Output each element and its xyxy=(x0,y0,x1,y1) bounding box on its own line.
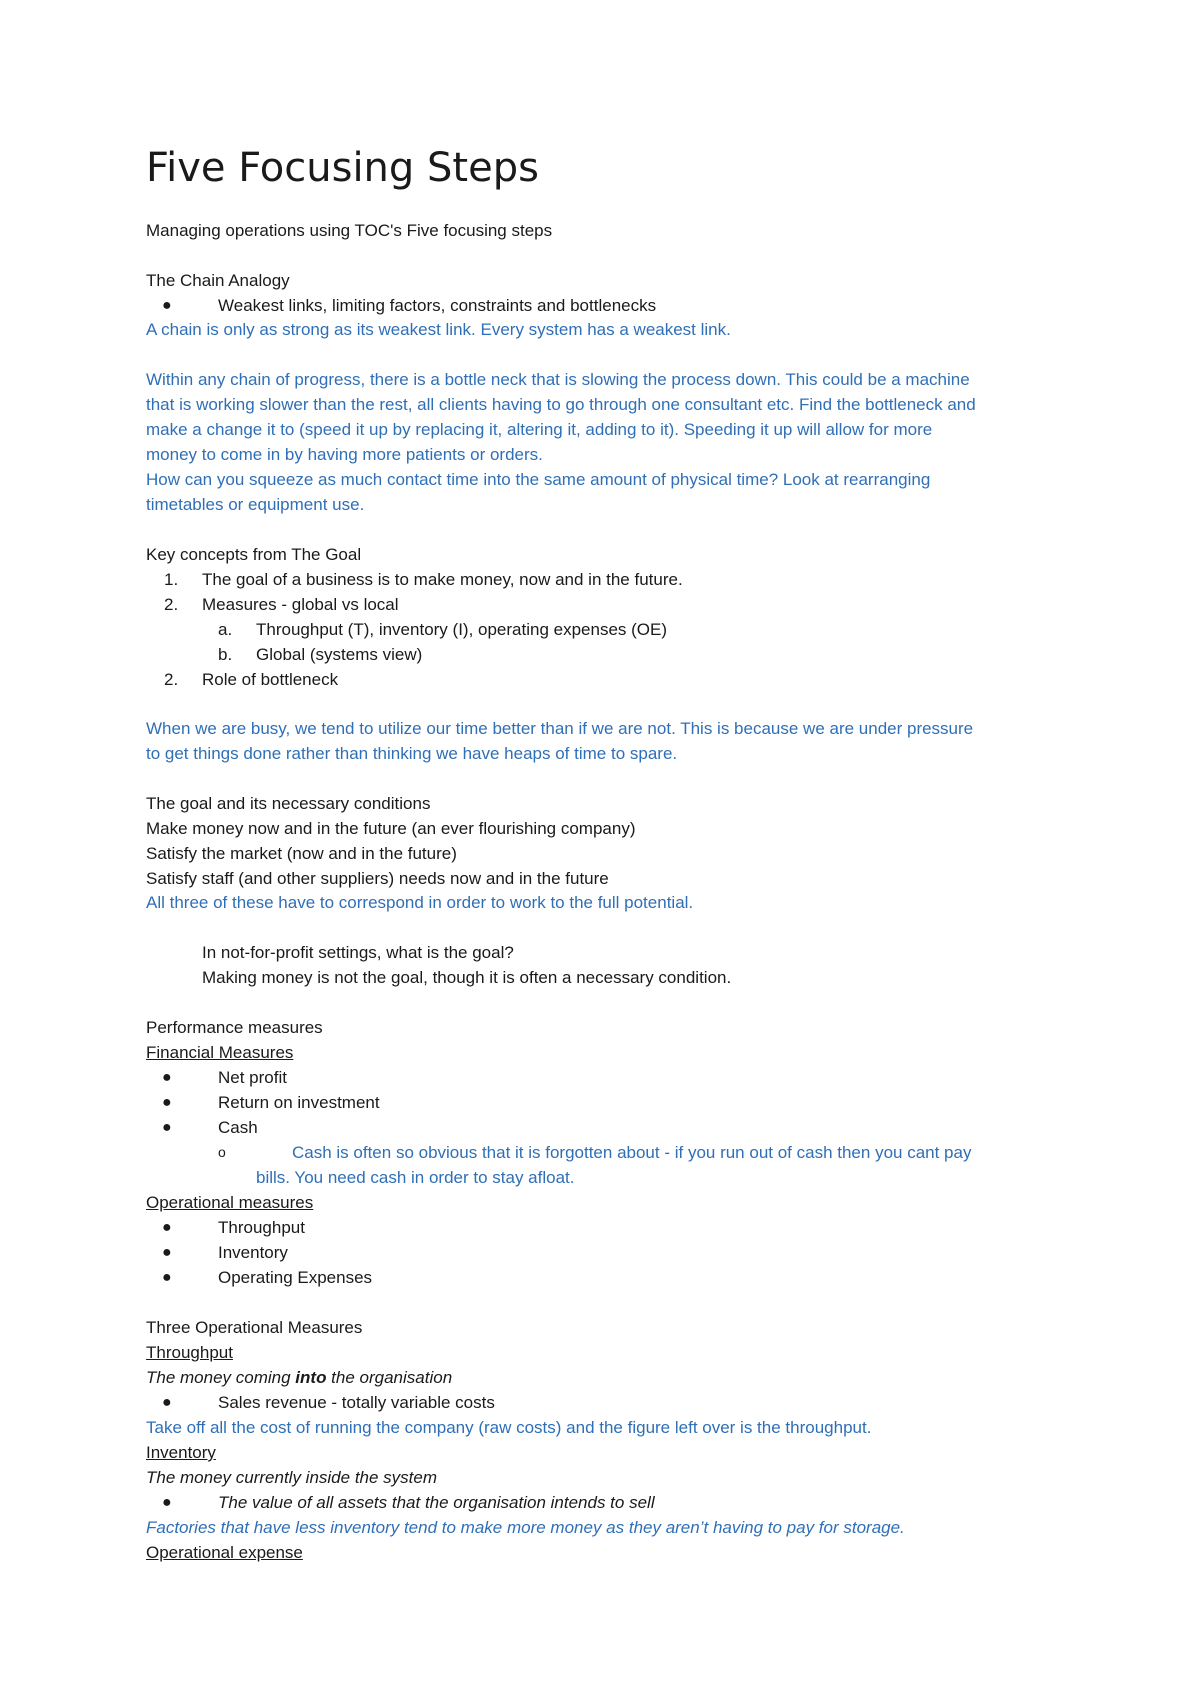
cash-note-line: Cash is often so obvious that it is forgotten about - if you run out of cash then you cant pay xyxy=(292,1143,972,1162)
throughput-def-emphasis: into xyxy=(295,1368,327,1387)
list-letter: b. xyxy=(218,645,233,664)
financial-item: Cash xyxy=(218,1118,258,1137)
list-item: Role of bottleneck xyxy=(202,670,339,689)
bullet-icon: ● xyxy=(162,1119,172,1136)
list-item: Global (systems view) xyxy=(256,645,423,664)
list-letter: a. xyxy=(218,620,233,639)
list-item: Measures - global vs local xyxy=(202,595,399,614)
throughput-definition xyxy=(146,1365,452,1390)
operational-item: Operating Expenses xyxy=(218,1268,373,1287)
cash-note-line: bills. You need cash in order to stay afloat. xyxy=(256,1168,575,1187)
chain-para-line: make a change it to (speed it up by replacing it, altering it, adding to it). Speeding it up will allow for more xyxy=(146,420,933,439)
chain-para-line: Within any chain of progress, there is a bottle neck that is slowing the process down. This could be a machine xyxy=(146,370,970,389)
list-number: 2. xyxy=(164,595,179,614)
throughput-def-post: the organisation xyxy=(326,1368,453,1387)
chain-para-line: How can you squeeze as much contact time into the same amount of physical time? Look at rearranging xyxy=(146,470,931,489)
financial-item: Net profit xyxy=(218,1068,287,1087)
key-note-line: to get things done rather than thinking we have heaps of time to spare. xyxy=(146,744,678,763)
perf-heading: Performance measures xyxy=(146,1018,323,1037)
subtitle: Managing operations using TOC's Five focusing steps xyxy=(146,221,553,240)
inventory-bullet: The value of all assets that the organisation intends to sell xyxy=(218,1493,655,1512)
bullet-icon: ● xyxy=(162,1494,172,1511)
inventory-definition: The money currently inside the system xyxy=(146,1468,438,1487)
inventory-note: Factories that have less inventory tend to make more money as they aren’t having to pay for storage. xyxy=(146,1518,905,1537)
bullet-icon: ● xyxy=(162,1244,172,1261)
operational-item: Inventory xyxy=(218,1243,288,1262)
list-number: 2. xyxy=(164,670,179,689)
throughput-note: Take off all the cost of running the company (raw costs) and the figure left over is the throughput. xyxy=(146,1418,872,1437)
goal-indent-line: In not-for-profit settings, what is the goal? xyxy=(202,943,514,962)
goal-indent-line: Making money is not the goal, though it is often a necessary condition. xyxy=(202,968,732,987)
bullet-icon: ● xyxy=(162,1094,172,1111)
three-heading: Three Operational Measures xyxy=(146,1318,363,1337)
bullet-icon: ● xyxy=(162,1394,172,1411)
operational-heading: Operational measures xyxy=(146,1193,314,1212)
throughput-heading: Throughput xyxy=(146,1343,233,1362)
chain-para-line: money to come in by having more patients or orders. xyxy=(146,445,543,464)
list-item: The goal of a business is to make money, now and in the future. xyxy=(202,570,683,589)
chain-para-line: that is working slower than the rest, all clients having to go through one consultant etc. Find the bottleneck and xyxy=(146,395,976,414)
key-heading: Key concepts from The Goal xyxy=(146,545,362,564)
financial-item: Return on investment xyxy=(218,1093,380,1112)
throughput-def-pre: The money coming xyxy=(146,1368,296,1387)
bullet-icon: ● xyxy=(162,1219,172,1236)
goal-line: Make money now and in the future (an ever flourishing company) xyxy=(146,819,636,838)
bullet-icon: ● xyxy=(162,1269,172,1286)
operational-item: Throughput xyxy=(218,1218,305,1237)
goal-line: Satisfy the market (now and in the future) xyxy=(146,844,457,863)
chain-heading: The Chain Analogy xyxy=(146,271,290,290)
chain-bullet: Weakest links, limiting factors, constraints and bottlenecks xyxy=(218,296,657,315)
inventory-heading: Inventory xyxy=(146,1443,216,1462)
page-title: Five Focusing Steps xyxy=(146,145,539,191)
circle-bullet-icon: o xyxy=(218,1144,226,1160)
bullet-icon: ● xyxy=(162,1069,172,1086)
chain-para-line: timetables or equipment use. xyxy=(146,495,365,514)
financial-heading: Financial Measures xyxy=(146,1043,294,1062)
list-item: Throughput (T), inventory (I), operating expenses (OE) xyxy=(256,620,668,639)
opex-heading: Operational expense xyxy=(146,1543,303,1562)
goal-heading: The goal and its necessary conditions xyxy=(146,794,431,813)
bullet-icon: ● xyxy=(162,297,172,314)
key-note-line: When we are busy, we tend to utilize our time better than if we are not. This is because we are under pressure xyxy=(146,719,974,738)
goal-note: All three of these have to correspond in order to work to the full potential. xyxy=(146,893,694,912)
goal-line: Satisfy staff (and other suppliers) needs now and in the future xyxy=(146,869,609,888)
throughput-bullet: Sales revenue - totally variable costs xyxy=(218,1393,495,1412)
list-number: 1. xyxy=(164,570,179,589)
chain-note: A chain is only as strong as its weakest link. Every system has a weakest link. xyxy=(146,320,731,339)
